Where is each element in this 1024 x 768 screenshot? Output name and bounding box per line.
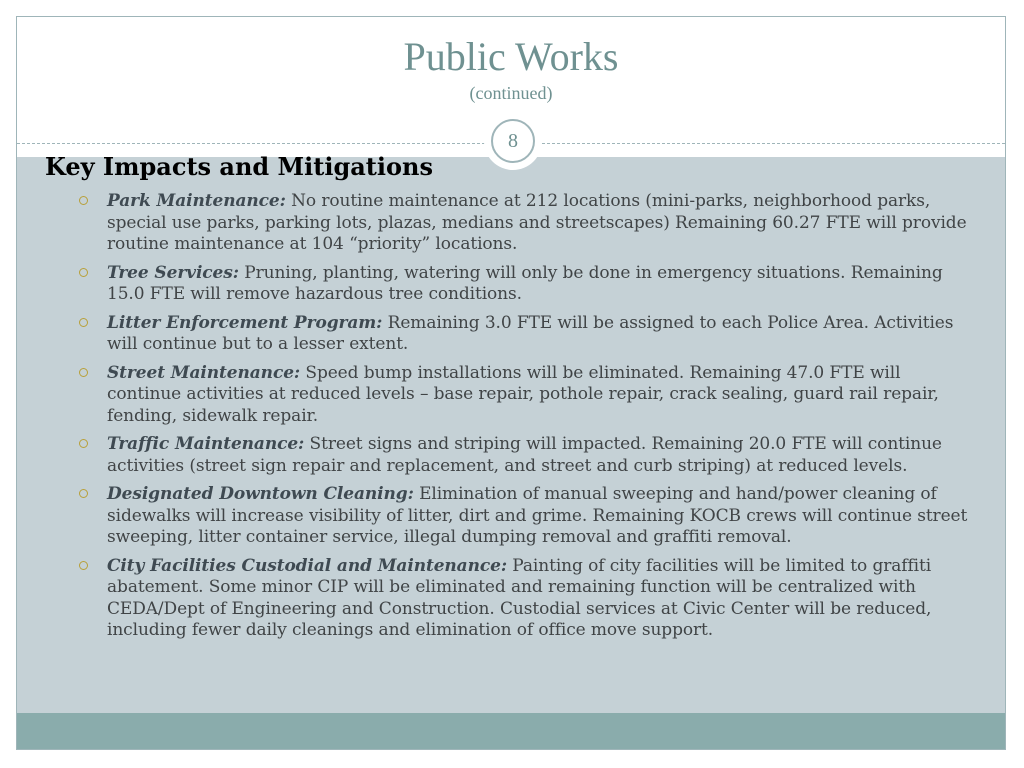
- circle-bullet-icon: [79, 196, 88, 205]
- circle-bullet-icon: [79, 318, 88, 327]
- page-number: 8: [491, 119, 535, 163]
- list-item-park-maintenance: [77, 191, 977, 256]
- item-text: Speed bump installations will be eliminated. Remaining 47.0 FTE will continue activities at reduced levels – base repair, pothole repair, crack sealing, guard rail repair, fending, sidewalk repair.: [107, 362, 939, 426]
- item-label: Traffic Maintenance:: [107, 434, 305, 454]
- page-number-badge: [487, 115, 539, 167]
- item-text: Street signs and striping will impacted. Remaining 20.0 FTE will continue activities (street sign repair and replacement, and street and curb striping) at reduced levels.: [107, 434, 942, 476]
- item-label: Street Maintenance:: [107, 362, 301, 383]
- list-item-downtown-cleaning: [77, 484, 977, 549]
- circle-bullet-icon: [79, 489, 88, 498]
- item-label: Litter Enforcement Program:: [107, 312, 383, 333]
- footer-band: [17, 713, 1005, 749]
- circle-bullet-icon: [79, 561, 88, 570]
- slide-subtitle: (continued): [469, 83, 553, 103]
- circle-bullet-icon: [79, 268, 88, 277]
- item-label: City Facilities Custodial and Maintenance:: [107, 555, 507, 576]
- section-heading: Key Impacts and Mitigations: [45, 152, 433, 181]
- item-text: Painting of city facilities will be limited to graffiti abatement. Some minor CIP will be eliminated and remaining function will be centralized with CEDA/Dept of Engineering and Construction. Custodial services at Civic Center will be reduced, including fewer daily cleanings and elimination of office move support.: [107, 555, 932, 640]
- list-item-traffic-maintenance: [77, 434, 977, 477]
- item-label: Park Maintenance:: [107, 191, 286, 211]
- item-label: Designated Downtown Cleaning:: [107, 484, 414, 504]
- slide-title: Public Works: [403, 34, 619, 79]
- item-text: Elimination of manual sweeping and hand/power cleaning of sidewalks will increase visibility of litter, dirt and grime. Remaining KOCB crews will continue street sweeping, litter container service, illegal dumping removal and graffiti removal.: [107, 484, 968, 547]
- list-item-tree-services: [77, 263, 977, 306]
- list-item-street-maintenance: [77, 363, 977, 428]
- item-text: Pruning, planting, watering will only be done in emergency situations. Remaining 15.0 FTE will remove hazardous tree conditions.: [107, 262, 943, 304]
- slide: [16, 16, 1006, 750]
- item-text: No routine maintenance at 212 locations (mini-parks, neighborhood parks, special use parks, parking lots, plazas, medians and streetscapes) Remaining 60.27 FTE will provide routine maintenance at 104 “priority” locations.: [107, 191, 967, 254]
- list-item-city-facilities: [77, 556, 977, 642]
- item-text: Remaining 3.0 FTE will be assigned to each Police Area. Activities will continue but to a lesser extent.: [107, 312, 954, 354]
- circle-bullet-icon: [79, 439, 88, 448]
- impact-list: [77, 191, 977, 649]
- list-item-litter-enforcement: [77, 313, 977, 356]
- item-label: Tree Services:: [107, 262, 239, 283]
- circle-bullet-icon: [79, 368, 88, 377]
